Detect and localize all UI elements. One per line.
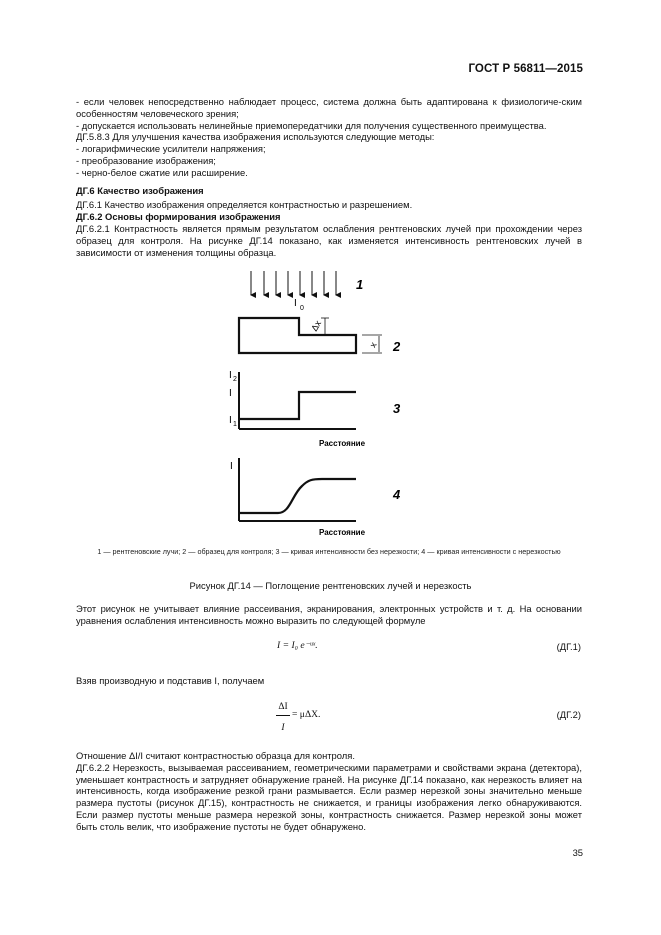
standard-header: ГОСТ Р 56811—2015	[468, 63, 583, 75]
intensity-unsharp-graph	[239, 458, 356, 521]
body-section	[76, 750, 582, 833]
subsection-heading: ДГ.6.2 Основы формирования изображения	[76, 211, 281, 223]
i1-label: I	[229, 415, 232, 426]
fraction-numerator: ΔI	[278, 701, 288, 712]
x-label: x	[367, 340, 379, 350]
intensity-sharp-graph	[239, 372, 356, 429]
list-item: - черно-белое сжатие или расширение.	[76, 166, 248, 178]
xray-arrows	[251, 271, 336, 295]
body-section	[76, 96, 582, 258]
fraction-denominator: I	[281, 722, 285, 733]
i1-subscript: 1	[233, 421, 237, 428]
distance-axis-label: Расстояние	[319, 528, 366, 537]
list-item: - логарифмические усилители напряжения;	[76, 143, 266, 155]
equation-number: (ДГ.2)	[556, 709, 581, 720]
paragraph: ДГ.6.2.2 Нерезкость, вызываемая рассеиванием, геометрическими параметрами и свойствами экрана (детектора), уменьшает контрастность и затрудняет обнаружение граней. На рисунке ДГ.14 показано, как нерезкость влияет на интенсивность, когда изображение резкой грани размывается. Если размер нерезкой зоны значительно меньше размера пустоты (рисунок ДГ.15), контрастность не снижается, и границы изображения легко обнаруживаются. Если размер пустоты меньше размера нерезкой зоны, контрастность снижается. Размер нерезкой зоны может быть столь велик, что изображение пустоты не будет обнаружено.	[76, 761, 582, 832]
page-number: 35	[572, 847, 583, 858]
section-heading: ДГ.6 Качество изображения	[76, 184, 204, 196]
i2-label: I	[229, 370, 232, 381]
figure-caption: Рисунок ДГ.14 — Поглощение рентгеновских лучей и нерезкость	[189, 580, 472, 591]
part-label-3: 3	[393, 401, 401, 416]
formula-fraction	[276, 701, 290, 734]
i-label: I	[229, 388, 232, 399]
formula-contrast: = μΔX.	[292, 709, 321, 720]
paragraph: - допускается использовать нелинейные приемопередатчики для получения существенного преимущества.	[76, 119, 547, 131]
i2-subscript: 2	[233, 376, 237, 383]
i0-label: I	[294, 298, 297, 309]
part-label-1: 1	[356, 277, 364, 292]
distance-axis-label: Расстояние	[319, 439, 366, 448]
part-label-2: 2	[393, 339, 401, 354]
i0-subscript: 0	[300, 305, 304, 312]
paragraph: - если человек непосредственно наблюдает процесс, система должна быть адаптирована к физиологиче-ским особенностям человеческого зрения;	[76, 96, 582, 119]
i-label-curve: I	[230, 461, 233, 472]
paragraph: Отношение ΔI/I считают контрастностью образца для контроля.	[76, 750, 355, 761]
paragraph: ДГ.5.8.3 Для улучшения качества изображения используются следующие методы:	[76, 131, 435, 143]
equation-number: (ДГ.1)	[556, 641, 581, 652]
paragraph: ДГ.6.2.1 Контрастность является прямым результатом ослабления рентгеновских лучей при прохождении через образец для контроля. На рисунке ДГ.14 показано, как изменяется интенсивность рентгеновских лучей в зависимости от изменения толщины образца.	[76, 222, 582, 258]
list-item: - преобразование изображения;	[76, 154, 216, 166]
paragraph: Взяв производную и подставив I, получаем	[76, 675, 265, 686]
paragraph: Этот рисунок не учитывает влияние рассеивания, экранирования, электронных устройств и т. д. На основании уравнения ослабления интенсивность можно выразить по следующей формуле	[76, 603, 582, 626]
figure-legend: 1 — рентгеновские лучи; 2 — образец для контроля; 3 — кривая интенсивности без нерезкости; 4 — кривая интенсивности с нерезкостью	[97, 547, 561, 556]
figure-drawing	[0, 262, 661, 542]
dx-label: Δx	[309, 318, 324, 333]
paragraph: ДГ.6.1 Качество изображения определяется контрастностью и разрешением.	[76, 199, 413, 211]
specimen-shape	[239, 318, 382, 353]
part-label-4: 4	[393, 487, 401, 502]
formula-attenuation: I = I₀ e⁻ᵘˣ.	[277, 640, 318, 651]
figure-dg14	[0, 262, 661, 542]
